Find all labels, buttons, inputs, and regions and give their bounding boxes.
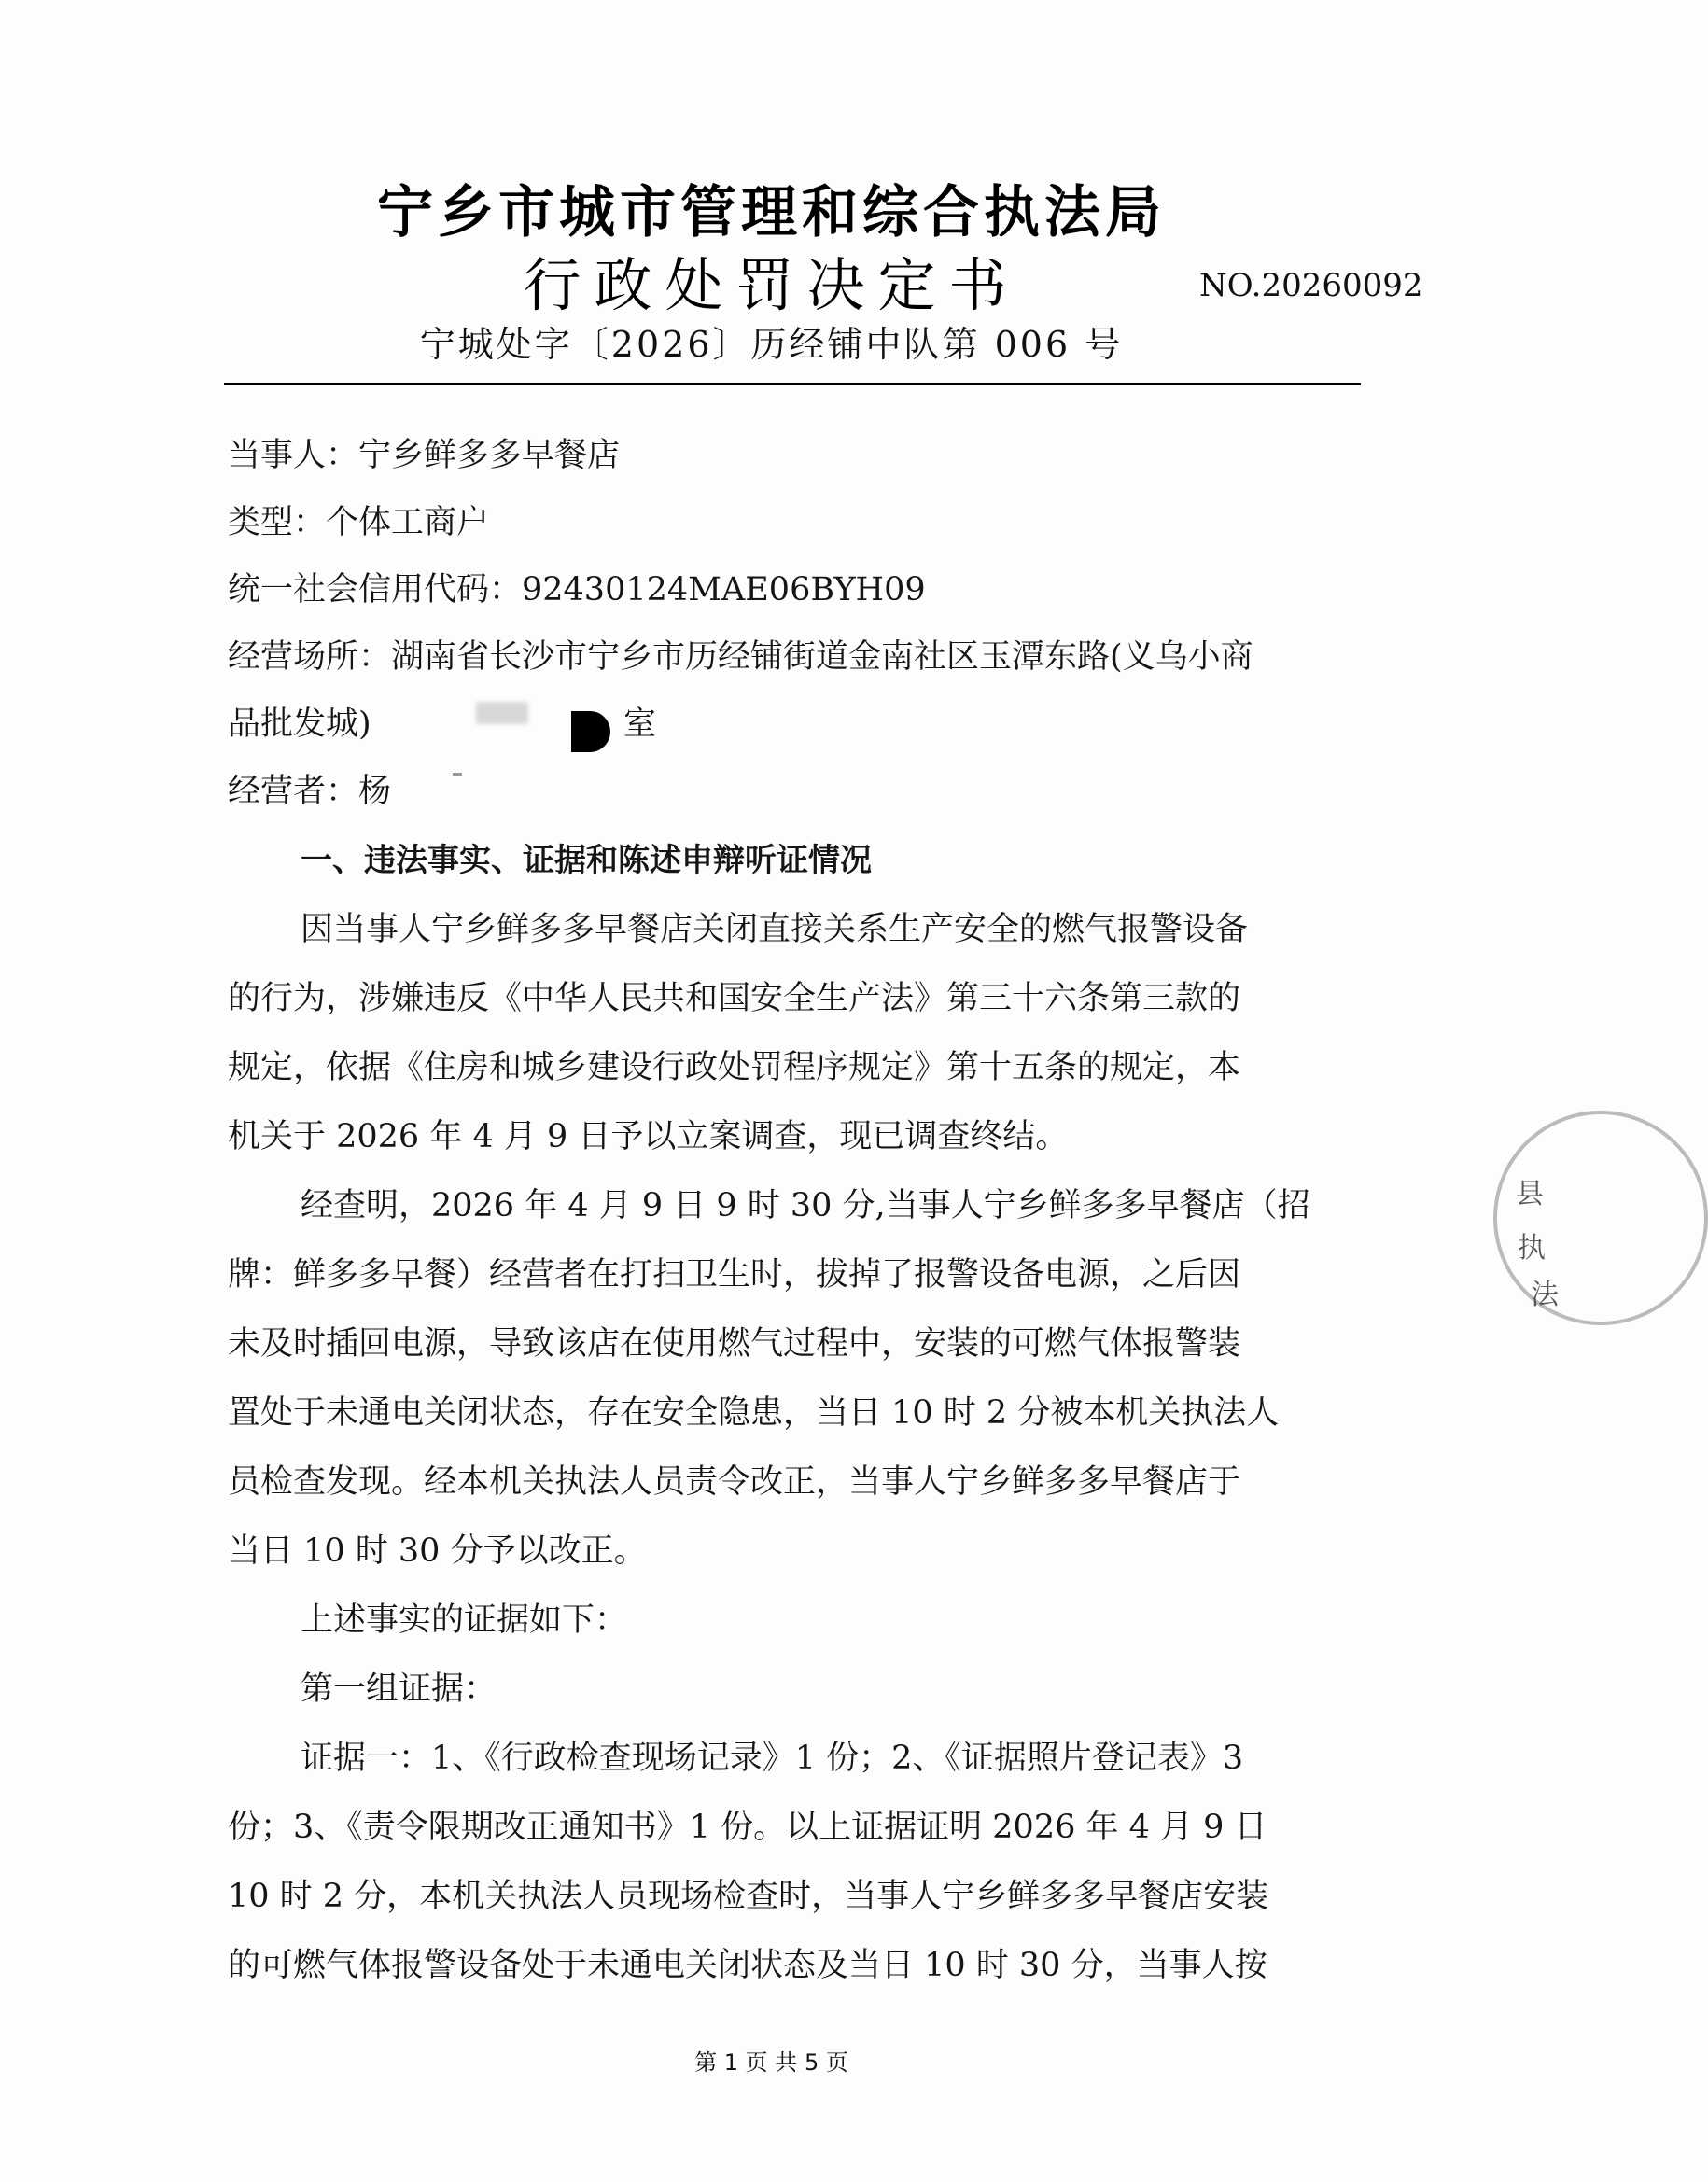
paragraph-2-line: 未及时插回电源，导致该店在使用燃气过程中，安装的可燃气体报警装 bbox=[228, 1325, 1241, 1363]
evidence-line: 10 时 2 分，本机关执法人员现场检查时，当事人宁乡鲜多多早餐店安装 bbox=[228, 1878, 1269, 1915]
evidence-intro: 上述事实的证据如下： bbox=[301, 1602, 628, 1639]
paragraph-2-line: 置处于未通电关闭状态，存在安全隐患，当日 10 时 2 分被本机关执法人 bbox=[228, 1394, 1280, 1432]
party-address-line-2-start: 品批发城) bbox=[228, 706, 371, 743]
paragraph-2-line: 员检查发现。经本机关执法人员责令改正，当事人宁乡鲜多多早餐店于 bbox=[228, 1463, 1241, 1501]
party-name: 当事人：宁乡鲜多多早餐店 bbox=[228, 437, 621, 474]
seal-char: 县 bbox=[1516, 1178, 1544, 1210]
party-address-line-2-end: 室 bbox=[623, 706, 657, 743]
redaction-mark bbox=[453, 773, 462, 776]
evidence-line: 证据一：1、《行政检查现场记录》1 份；2、《证据照片登记表》3 bbox=[301, 1740, 1244, 1777]
paragraph-2-line: 经查明，2026 年 4 月 9 日 9 时 30 分,当事人宁乡鲜多多早餐店（招 bbox=[301, 1187, 1310, 1224]
party-address-line-1: 经营场所：湖南省长沙市宁乡市历经铺街道金南社区玉潭东路(义乌小商 bbox=[228, 638, 1253, 676]
evidence-line: 份；3、《责令限期改正通知书》1 份。以上证据证明 2026 年 4 月 9 日 bbox=[228, 1809, 1267, 1846]
paragraph-2-line: 牌：鲜多多早餐）经营者在打扫卫生时，拔掉了报警设备电源，之后因 bbox=[228, 1256, 1241, 1294]
party-operator: 经营者：杨 bbox=[228, 773, 392, 810]
document-title: 行政处罚决定书 bbox=[523, 251, 1020, 319]
document-serial-number: NO.20260092 bbox=[1199, 267, 1423, 304]
paragraph-1-line: 规定，依据《住房和城乡建设行政处罚程序规定》第十五条的规定，本 bbox=[228, 1049, 1241, 1086]
evidence-line: 的可燃气体报警设备处于未通电关闭状态及当日 10 时 30 分，当事人按 bbox=[228, 1947, 1267, 1984]
page-footer: 第 1 页 共 5 页 bbox=[694, 2049, 848, 2076]
party-credit-code: 统一社会信用代码：92430124MAE06BYH09 bbox=[228, 571, 926, 608]
official-seal bbox=[1493, 1111, 1708, 1325]
party-type: 类型：个体工商户 bbox=[228, 504, 490, 541]
paragraph-1-line: 的行为，涉嫌违反《中华人民共和国安全生产法》第三十六条第三款的 bbox=[228, 980, 1241, 1017]
paragraph-2-line: 当日 10 时 30 分予以改正。 bbox=[228, 1532, 647, 1570]
document-reference-number: 宁城处字〔2026〕历经铺中队第 006 号 bbox=[419, 324, 1124, 365]
evidence-group-label: 第一组证据： bbox=[301, 1671, 497, 1708]
paragraph-1-line: 机关于 2026 年 4 月 9 日予以立案调查，现已调查终结。 bbox=[228, 1118, 1069, 1155]
paragraph-1-line: 因当事人宁乡鲜多多早餐店关闭直接关系生产安全的燃气报警设备 bbox=[301, 911, 1249, 948]
seal-char: 法 bbox=[1531, 1279, 1559, 1311]
redaction-mark bbox=[476, 702, 528, 724]
section-heading: 一、违法事实、证据和陈述申辩听证情况 bbox=[301, 842, 872, 879]
issuing-authority-title: 宁乡市城市管理和综合执法局 bbox=[377, 180, 1166, 245]
redaction-mark bbox=[571, 711, 610, 752]
seal-char: 执 bbox=[1518, 1232, 1546, 1265]
header-divider bbox=[224, 383, 1361, 385]
